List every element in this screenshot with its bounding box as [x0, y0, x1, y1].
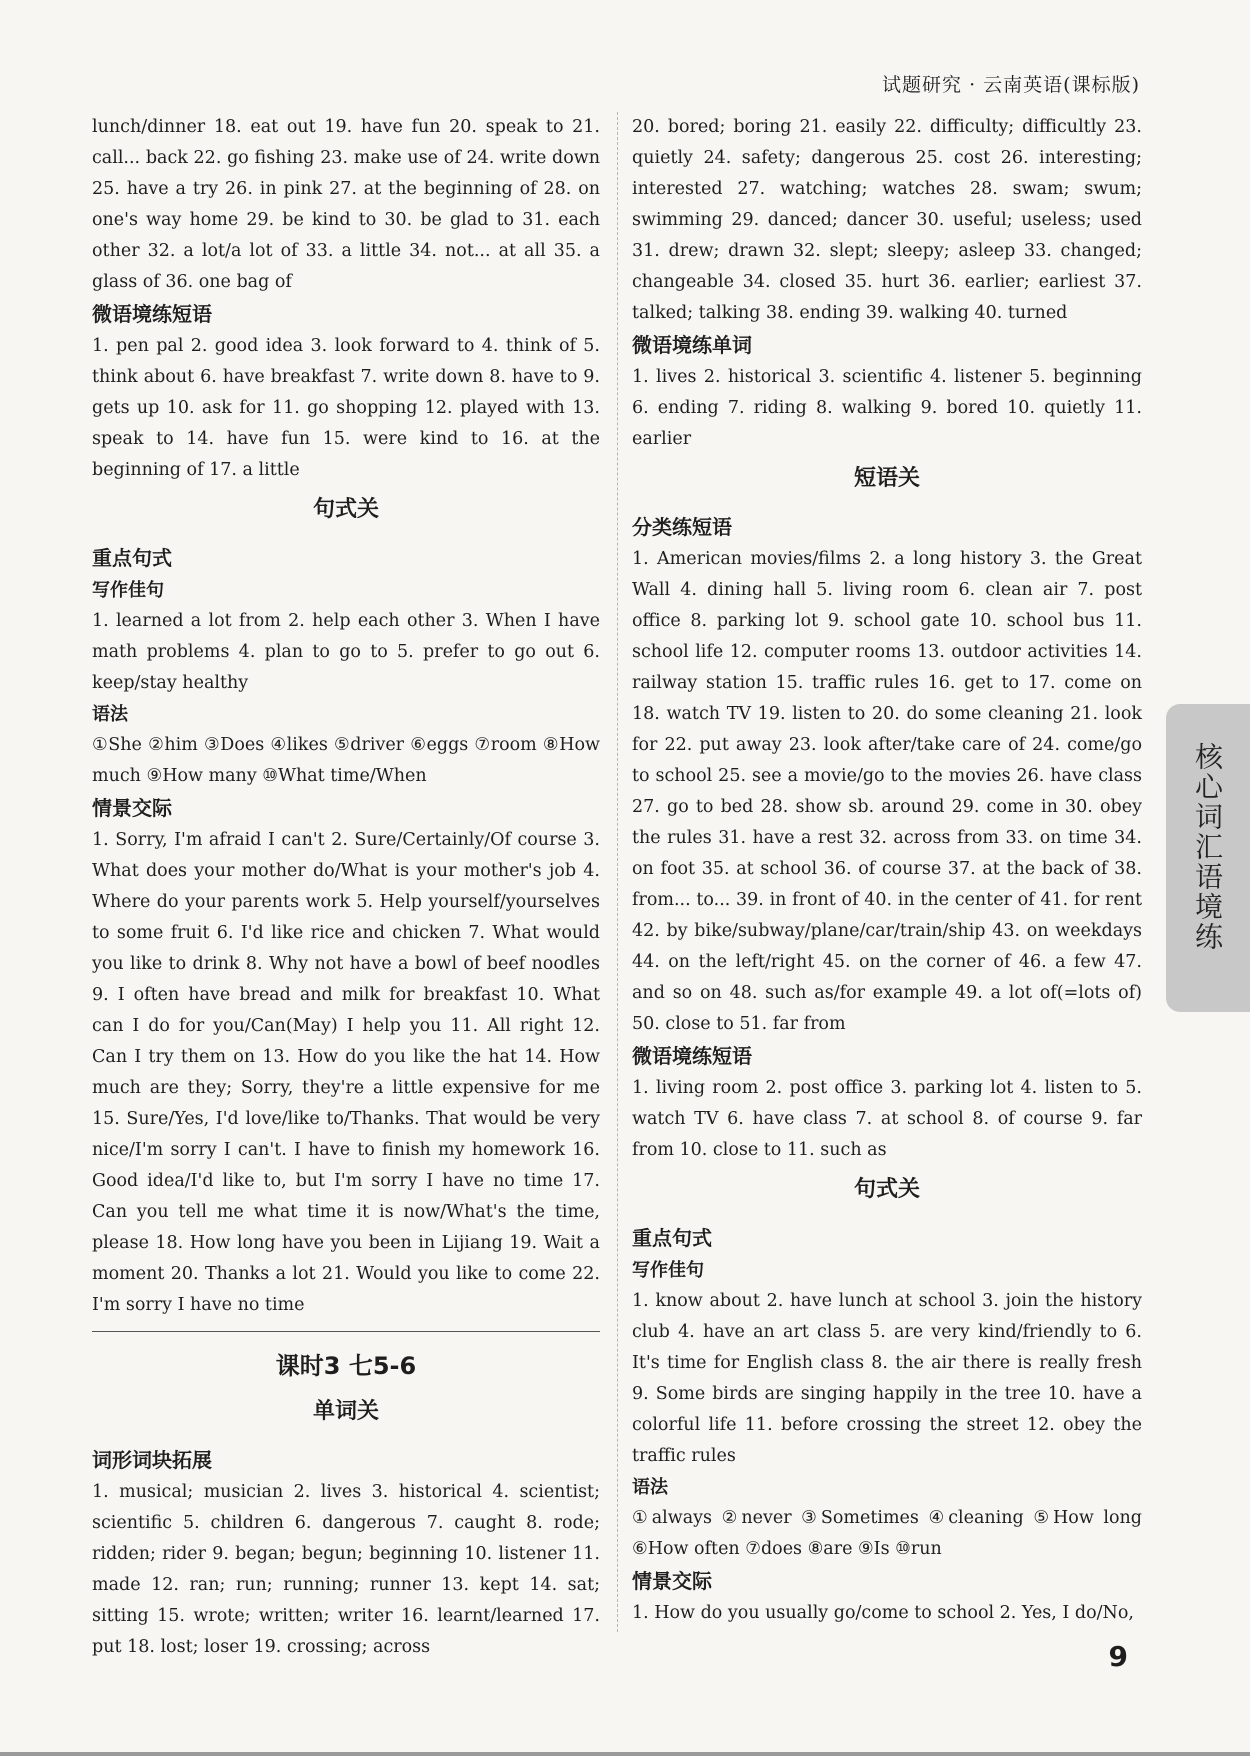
sentence-section-title: 句式关	[312, 497, 379, 522]
micro-phrases-answers: 1. pen pal 2. good idea 3. look forward to 4. think of 5. think about 6. have breakfast 7. write down 8. have to 9. gets up 10. ask for 11. go shopping 12. played with 13. speak to 14. have fun 15. were kind to 16. at the beginning of 17. a little	[92, 336, 600, 480]
grammar-answers: ①She ②him ③Does ④likes ⑤driver ⑥eggs ⑦room ⑧How much ⑨How many ⑩What time/When	[92, 735, 600, 786]
phrase-section-title: 短语关	[853, 466, 920, 491]
writing-sentences-title-2: 写作佳句	[632, 1260, 704, 1281]
writing-sentences-answers: 1. learned a lot from 2. help each other 3. When I have math problems 4. plan to go to 5. prefer to go out 6. keep/stay healthy	[92, 611, 600, 693]
dialogue-answers: 1. Sorry, I'm afraid I can't 2. Sure/Certainly/Of course 3. What does your mother do/What is your mother's job 4. Where do your parents work 5. Help yourself/yourselves to some fruit 6. I'd like rice and chicken 7. What would you like to drink 8. Why not have a bowl of beef noodles 9. I often have bread and milk for breakfast 10. What can I do for you/Can(May) I help you 11. All right 12. Can I try them on 13. How do you like the hat 14. How much are they; Sorry, they're a little expensive for me 15. Sure/Yes, I'd love/like to/Thanks. That would be very nice/I'm sorry I can't. I have to finish my homework 16. Good idea/I'd like to, but I'm sorry I have no time 17. Can you tell me what time it is now/What's the time, please 18. How long have you been in Lijiang 19. Wait a moment 20. Thanks a lot 21. Would you like to come 22. I'm sorry I have no time	[92, 830, 600, 1315]
writing-sentences-title: 写作佳句	[92, 580, 164, 601]
left-column	[92, 112, 600, 1663]
micro-words-title: 微语境练单词	[632, 333, 752, 357]
header: 试题研究 · 云南英语(课标版)	[882, 74, 1140, 96]
sentence-section-title-2: 句式关	[853, 1177, 920, 1202]
dialogue-title: 情景交际	[92, 796, 172, 820]
lesson-divider	[92, 1331, 600, 1332]
grammar-title: 语法	[92, 704, 128, 725]
grammar-title-2: 语法	[632, 1477, 668, 1498]
bottom-edge	[0, 1752, 1250, 1756]
page-number: 9	[1108, 1640, 1128, 1673]
key-sentences-title-2: 重点句式	[632, 1226, 712, 1250]
micro-phrases-title-2: 微语境练短语	[632, 1044, 752, 1068]
micro-words-answers: 1. lives 2. historical 3. scientific 4. listener 5. beginning 6. ending 7. riding 8. walking 9. bored 10. quietly 11. earlier	[632, 367, 1142, 449]
side-tab-label: 核心词汇语境练	[1191, 742, 1224, 952]
category-phrases-title: 分类练短语	[632, 515, 732, 539]
writing-sentences-answers-2: 1. know about 2. have lunch at school 3. join the history club 4. have an art class 5. are very kind/friendly to 6. It's time for English class 8. the air there is really fresh 9. Some birds are singing happily in the tree 10. have a colorful life 11. before crossing the street 12. obey the traffic rules	[632, 1291, 1142, 1466]
side-tab	[1166, 704, 1250, 1012]
grammar-answers-2: ①always ②never ③Sometimes ④cleaning ⑤How long ⑥How often ⑦does ⑧are ⑨Is ⑩run	[632, 1508, 1142, 1559]
vocab-answers-continued: lunch/dinner 18. eat out 19. have fun 20. speak to 21. call... back 22. go fishing 23. make use of 24. write down 25. have a try 26. in pink 27. at the beginning of 28. on one's way home 29. be kind to 30. be glad to 31. each other 32. a lot/a lot of 33. a little 34. not... at all 35. a glass of 36. one bag of	[92, 117, 600, 292]
word-section-title: 单词关	[312, 1399, 379, 1424]
word-forms-answers-continued: 20. bored; boring 21. easily 22. difficulty; difficultly 23. quietly 24. safety; dangerous 25. cost 26. interesting; interested 27. watching; watches 28. swam; swum; swimming 29. danced; dancer 30. useful; useless; used 31. drew; drawn 32. slept; sleepy; asleep 33. changed; changeable 34. closed 35. hurt 36. earlier; earliest 37. talked; talking 38. ending 39. walking 40. turned	[632, 117, 1142, 323]
lesson-title: 课时3 七5-6	[275, 1352, 417, 1380]
dialogue-answers-2: 1. How do you usually go/come to school 2. Yes, I do/No,	[632, 1603, 1134, 1623]
dialogue-title-2: 情景交际	[632, 1569, 712, 1593]
category-phrases-answers: 1. American movies/films 2. a long history 3. the Great Wall 4. dining hall 5. living room 6. clean air 7. post office 8. parking lot 9. school gate 10. school bus 11. school life 12. computer rooms 13. outdoor activities 14. railway station 15. traffic rules 16. get to 17. come on 18. watch TV 19. listen to 20. do some cleaning 21. look for 22. put away 23. look after/take care of 24. come/go to school 25. see a movie/go to the movies 26. have class 27. go to bed 28. show sb. around 29. come in 30. obey the rules 31. have a rest 32. across from 33. on time 34. on foot 35. at school 36. of course 37. at the back of 38. from... to... 39. in front of 40. in the center of 41. for rent 42. by bike/subway/plane/car/train/ship 43. on weekdays 44. on the left/right 45. on the corner of 46. a few 47. and so on 48. such as/for example 49. a lot of(=lots of) 50. close to 51. far from	[632, 549, 1142, 1034]
right-column	[632, 112, 1142, 1629]
column-divider	[617, 112, 618, 1632]
word-forms-answers: 1. musical; musician 2. lives 3. historical 4. scientist; scientific 5. children 6. dangerous 7. caught 8. rode; ridden; rider 9. began; begun; beginning 10. listener 11. made 12. ran; run; running; runner 13. kept 14. sat; sitting 15. wrote; written; writer 16. learnt/learned 17. put 18. lost; loser 19. crossing; across	[92, 1482, 600, 1657]
key-sentences-title: 重点句式	[92, 546, 172, 570]
micro-phrases-title: 微语境练短语	[92, 302, 212, 326]
word-forms-title: 词形词块拓展	[92, 1448, 212, 1472]
micro-phrases-answers-2: 1. living room 2. post office 3. parking lot 4. listen to 5. watch TV 6. have class 7. at school 8. of course 9. far from 10. close to 11. such as	[632, 1078, 1142, 1160]
